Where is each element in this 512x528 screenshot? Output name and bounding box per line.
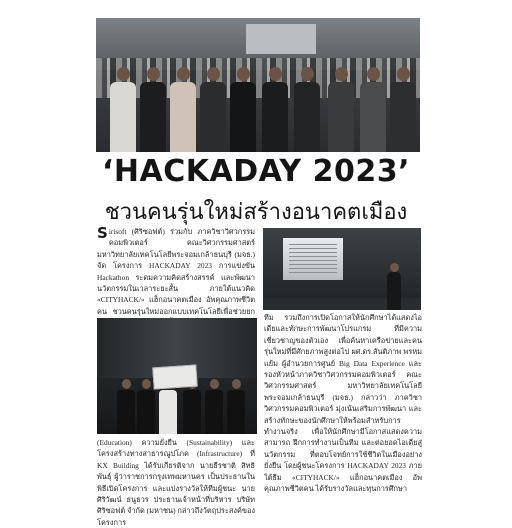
body-text-paragraph: (Education) ความยั่งยืน (Sustainability) และโครงสร้างทางสาธารณูปโภค (Infrastructure) ที่ KX Building ได้รับเกียรติจาก นายธีรชาติ สิทธิพันธุ์ ผู้ว่าราชการกรุงเทพมหานคร เป็นประธานในพิธีเปิดโครงการ และแบ่งรางวัลให้ทีมผู้ชนะ นายศิริวัฒน์ ธนูธวร ประธานเจ้าหน้าที่บริหาร บริษัท ศิริซอฟต์ จำกัด (มหาชน) กล่าวถึงวัตถุประสงค์ของโครงการ [97,438,255,527]
article-subheadline: ชวนคนรุ่นใหม่สร้างอนาคตเมือง [104,200,408,225]
body-column-left-top [97,224,255,316]
body-text-intro: irisoft (ศิริซอฟต์) ร่วมกับ ภาควิชาวิศวกรรมคอมพิวเตอร์ คณะวิศวกรรมศาสตร์ มหาวิทยาลัยเทคโนโลยีพระจอมเกล้าธนบุรี (มจธ.) จัด โครงการ HACKADAY 2023 การแข่งขัน Hackathon ระดมความคิดสร้างสรรค์ และพัฒนานวัตกรรมในเวลาระยะสั้น ภายใต้แนวคิด «CITYHACK/» แฮ็กอนาคตเมือง อัพคุณภาพชีวิตคน ชวนคนรุ่นใหม่ออกแบบเทคโนโลยีเพื่อช่วยยก [97,227,255,316]
speaker [390,263,399,272]
projector-screen [246,24,316,54]
body-column-right [264,312,422,512]
drop-cap: S [97,224,108,242]
article-headline: ‘HACKADAY 2023’ [101,154,410,189]
body-column-left-bottom [97,437,255,527]
group-photo [96,18,420,152]
stage-presentation-photo [263,228,421,310]
body-text-paragraph: ทีม รวมถึงการเปิดโอกาสให้นักศึกษาได้แสดงไอเดียและทักษะการพัฒนาโปรแกรม ที่มีความเชี่ยวชาญของตัวเอง เพื่อค้นหาเครือข่ายและคนรุ่นใหม่ที่มีศักยภาพสูงต่อไป ผศ.ดร.สันติภาพ พรหมแย้ม ผู้อำนวยการศูนย์ Big Data Experience และรองหัวหน้าภาควิชาวิศวกรรมคอมพิวเตอร์ คณะวิศวกรรมศาสตร์ มหาวิทยาลัยเทคโนโลยีพระจอมเกล้าธนบุรี (มจธ.) กล่าวว่า ภาควิชาวิศวกรรมคอมพิวเตอร์ มุ่งเน้นเสริมการพัฒนา และสร้างทักษะของนักศึกษาให้พร้อมสำหรับการทำงานจริง เพื่อให้นักศึกษามีโอกาสแสดงความสามารถ ฝึกการทำงานเป็นทีม และต่อยอดไอเดียสู่นวัตกรรม ที่ตอบโจทย์การใช้ชีวิตในเมืองอย่างยั่งยืน โดยผู้ชนะโครงการ HACKADAY 2023 ภายใต้ธีม «CITYHACK/» แฮ็กอนาคตเมือง อัพคุณภาพชีวิตคน ได้รับรางวัลและทุนการศึกษา [264,313,422,494]
prize-check-board [152,364,197,389]
winners-photo [97,318,257,434]
